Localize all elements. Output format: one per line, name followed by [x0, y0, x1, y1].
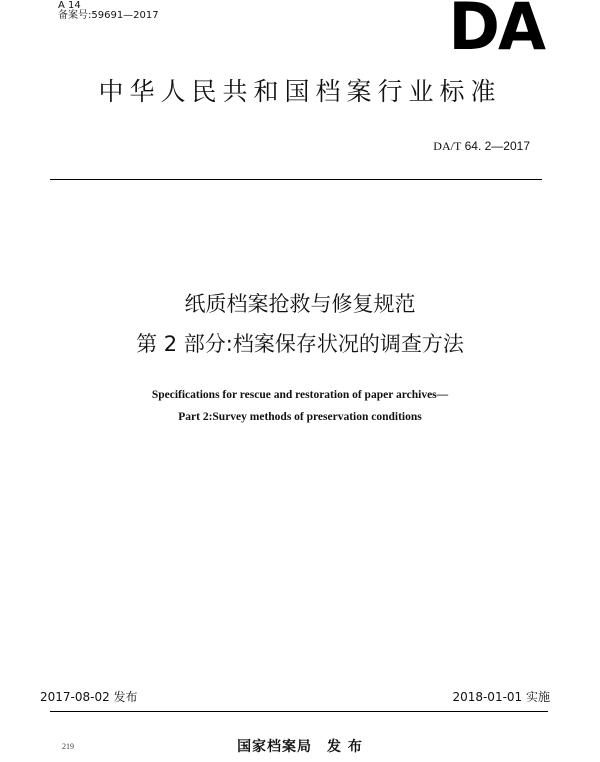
bottom-divider — [50, 711, 548, 712]
title-en-line2: Part 2:Survey methods of preservation conditions — [178, 411, 422, 423]
standard-category-title: 中华人民共和国档案行业标准 — [98, 77, 502, 106]
implementation-date: 2018-01-01 实施 — [452, 690, 550, 704]
da-logo: DA — [448, 0, 544, 65]
page-number: 219 — [62, 742, 74, 751]
issue-date: 2017-08-02 发布 — [40, 690, 138, 704]
classification-code: A 14 — [58, 0, 81, 11]
standard-code-prefix: DA/T — [433, 139, 462, 153]
title-zh-line2: 第 2 部分:档案保存状况的调查方法 — [136, 332, 464, 356]
title-zh-line1: 纸质档案抢救与修复规范 — [184, 292, 416, 316]
registration-number: 备案号:59691—2017 — [58, 10, 159, 21]
publisher: 国家档案局 发 布 — [237, 739, 363, 755]
standard-code — [433, 139, 530, 153]
standard-code-number: 64. 2—2017 — [461, 139, 530, 153]
top-divider — [50, 179, 542, 180]
title-en-line1: Specifications for rescue and restoration of paper archives— — [151, 389, 449, 401]
